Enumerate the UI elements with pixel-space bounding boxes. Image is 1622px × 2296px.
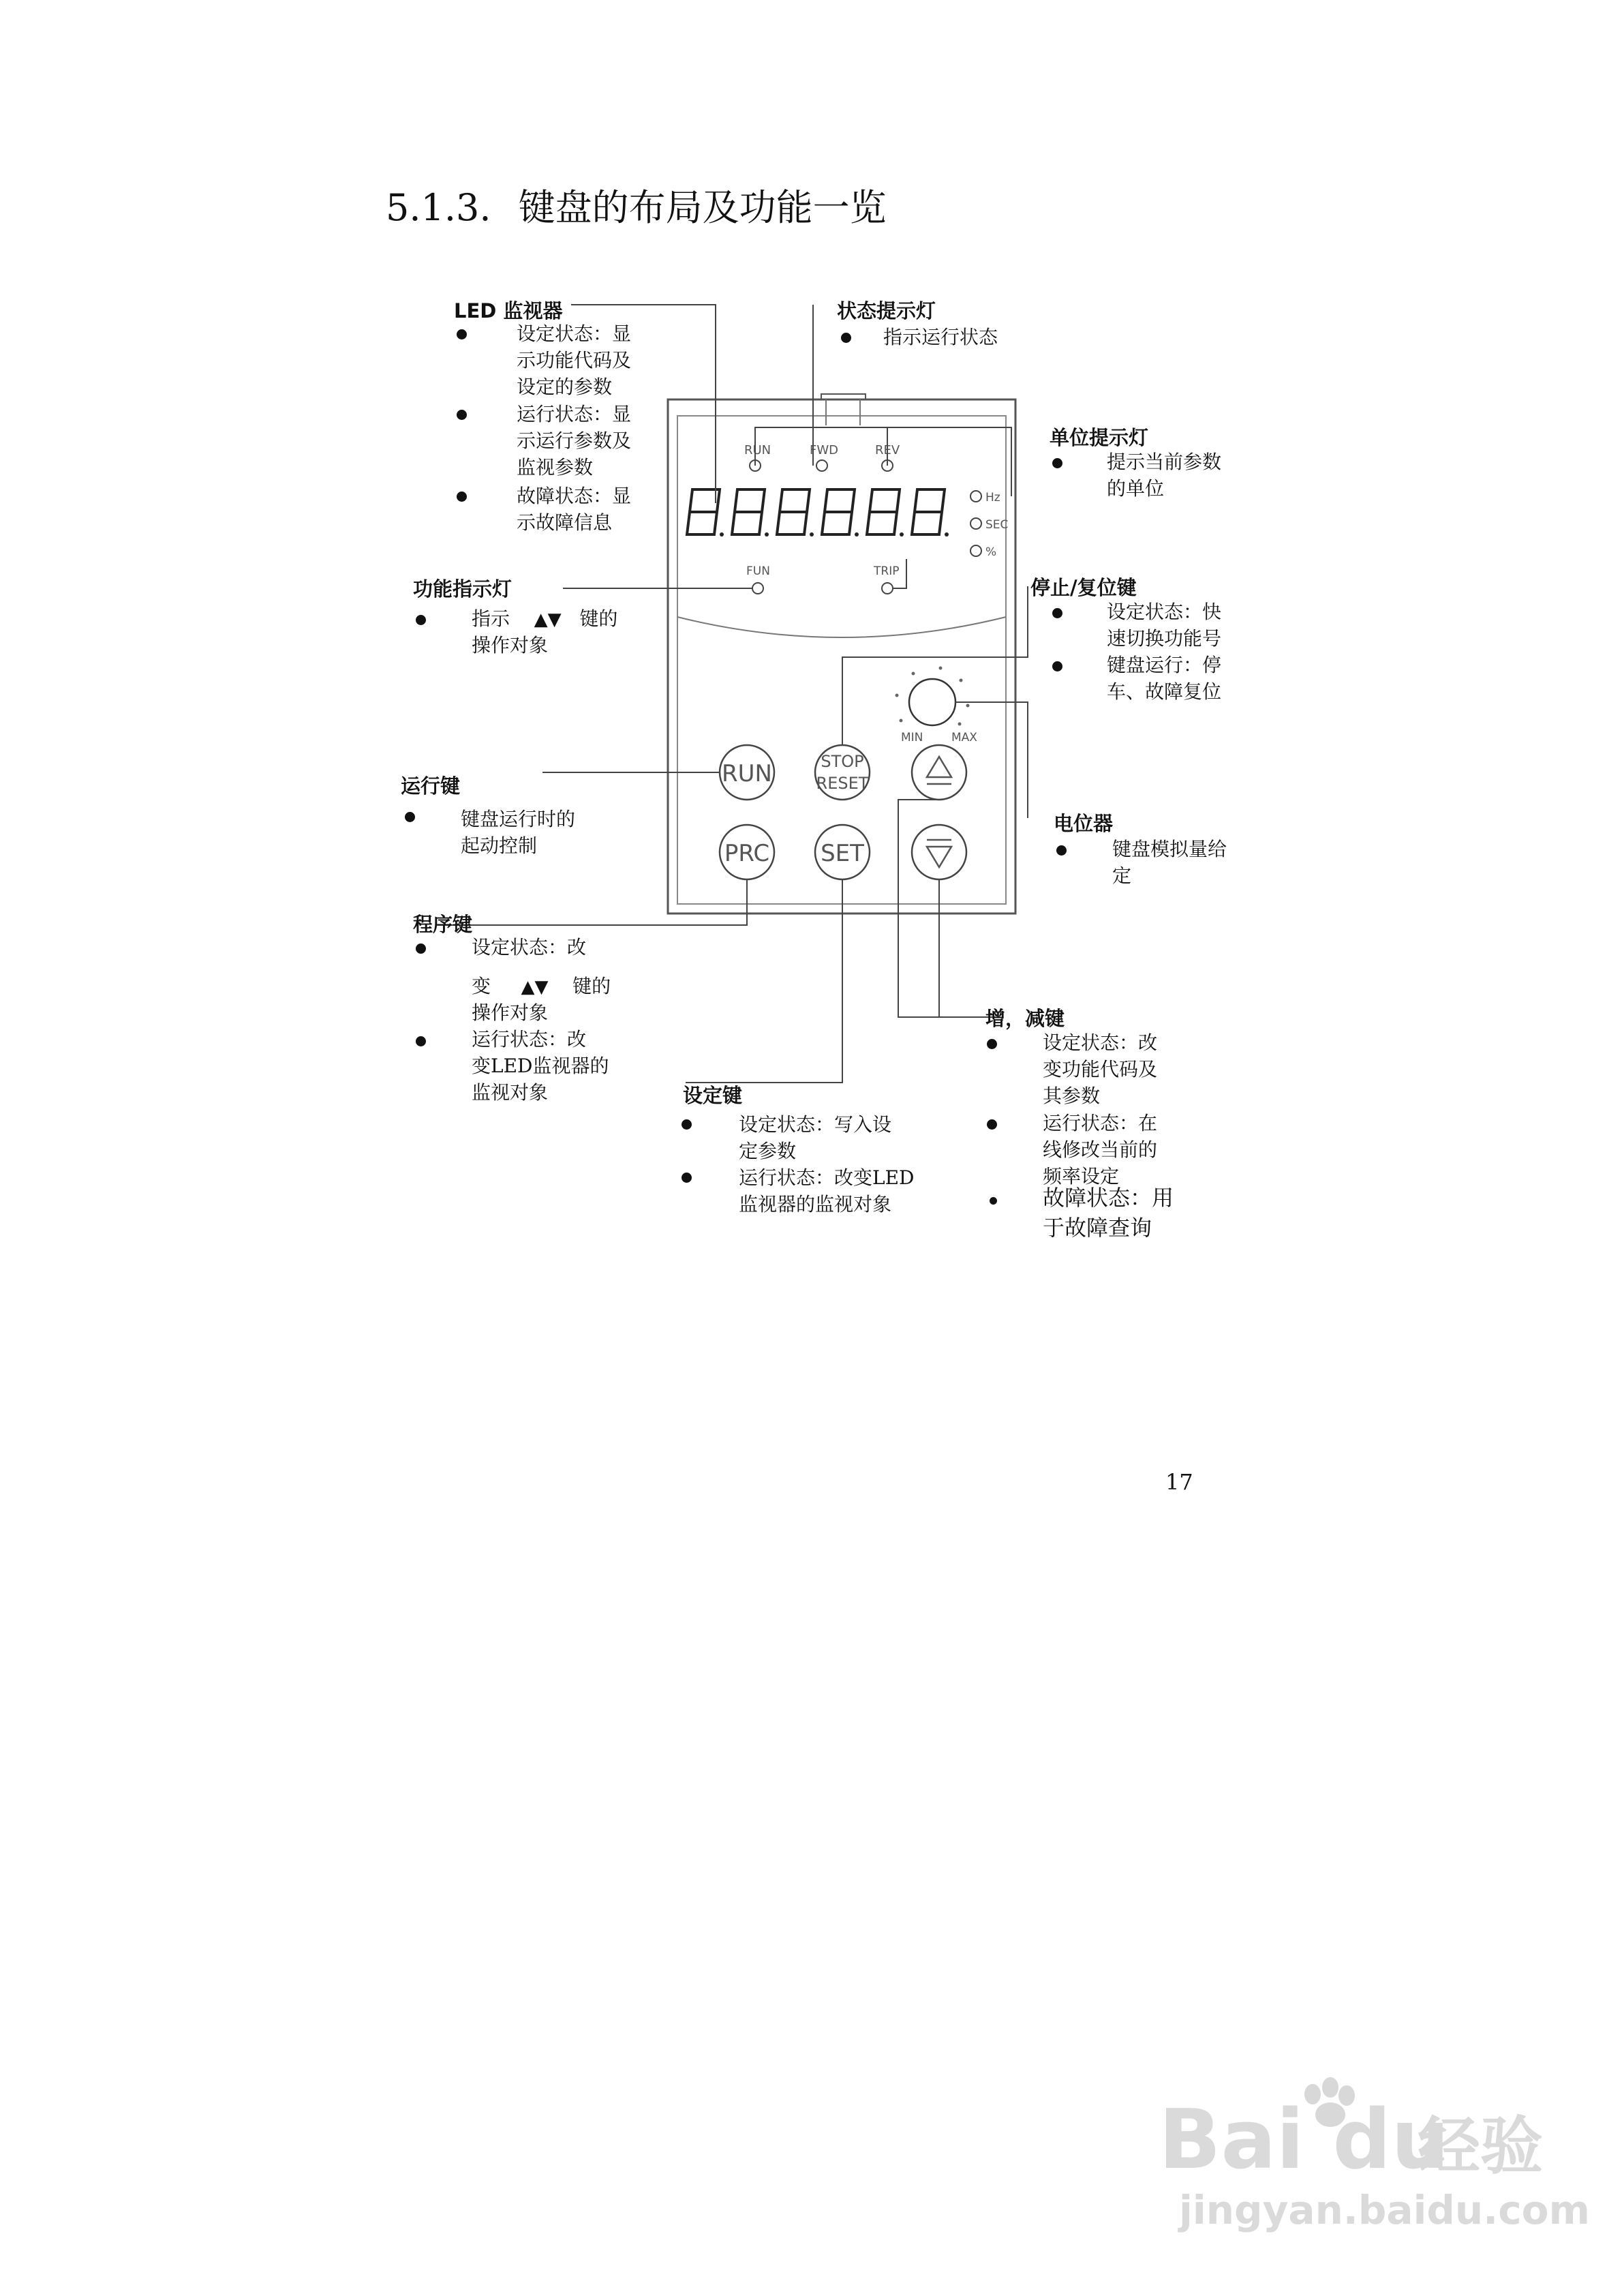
program-key-item2-line1: 运行状态：改 [472, 1028, 587, 1051]
led-sec-label: SEC [985, 518, 1009, 532]
led-monitor-item-3-line1: 故障状态：显 [517, 485, 632, 507]
set-key-title: 设定键 [683, 1084, 743, 1107]
up-button [912, 745, 966, 800]
program-key-item1-line2 [472, 973, 611, 1001]
led-monitor-item-3-line2: 示故障信息 [517, 511, 613, 534]
led-run-label: RUN [744, 443, 771, 457]
seven-segment-digit [822, 489, 855, 534]
led-monitor-item-1-line3: 设定的参数 [517, 376, 613, 398]
stop-reset-item-2-line1: 键盘运行：停 [1107, 654, 1222, 676]
svg-text:Bai du: Bai du [1159, 2093, 1450, 2188]
bullet [1052, 608, 1062, 618]
program-key-item2-line2: 变LED监视器的 [472, 1055, 609, 1077]
seven-segment-display [687, 489, 949, 537]
decimal-point [900, 532, 904, 537]
section-number: 5.1.3. [386, 186, 491, 229]
function-lamp-title: 功能指示灯 [413, 577, 512, 601]
potentiometer-knob [909, 679, 955, 725]
up-down-arrows-icon: ▲▼ [534, 609, 562, 630]
set-key-item-1-line2: 定参数 [739, 1140, 797, 1162]
decimal-point [945, 532, 949, 537]
up-down-item-1-line3: 其参数 [1043, 1085, 1101, 1107]
led-trip-label: TRIP [874, 564, 900, 578]
up-down-item-2-line2: 线修改当前的 [1043, 1138, 1158, 1161]
led-fwd-label: FWD [810, 443, 839, 457]
function-lamp-line1 [472, 605, 617, 633]
run-key-title: 运行键 [401, 774, 461, 798]
run-key-line2: 起动控制 [461, 834, 538, 857]
led-monitor-item-1-line1: 设定状态：显 [517, 322, 632, 345]
set-button-label: SET [821, 840, 864, 867]
bullet [457, 492, 467, 502]
led-monitor-title: LED 监视器 [454, 299, 563, 322]
knob-max-label: MAX [951, 731, 977, 744]
up-down-item-1-line1: 设定状态：改 [1043, 1031, 1158, 1054]
up-down-item-2-line1: 运行状态：在 [1043, 1112, 1158, 1134]
page-number: 17 [1165, 1469, 1193, 1495]
program-key-item1-line2-b: 键的 [572, 975, 611, 997]
section-title-text: 键盘的布局及功能一览 [518, 186, 887, 229]
led-percent-label: % [985, 545, 997, 559]
led-sec [970, 518, 981, 529]
set-key-item-2-line2: 监视器的监视对象 [739, 1193, 892, 1215]
status-lamp-item: 指示运行状态 [883, 326, 998, 348]
potentiometer-line2: 定 [1112, 864, 1132, 887]
bullet [682, 1173, 692, 1183]
function-lamp-line1-b: 键的 [579, 607, 618, 630]
bullet [1052, 661, 1062, 671]
decimal-point [810, 532, 814, 537]
seven-segment-digit [777, 489, 810, 534]
seven-segment-digit [867, 489, 900, 534]
up-down-item-1-line2: 变功能代码及 [1043, 1058, 1158, 1081]
seven-segment-digit [732, 489, 765, 534]
led-monitor-item-2-line3: 监视参数 [517, 456, 594, 479]
bullet [987, 1119, 997, 1130]
bullet [405, 812, 415, 822]
decimal-point [765, 532, 769, 537]
led-rev-label: REV [875, 443, 900, 457]
set-key-item-2-line1: 运行状态：改变LED [739, 1166, 915, 1189]
bullet [990, 1197, 997, 1205]
potentiometer-title: 电位器 [1054, 812, 1114, 835]
decimal-point [855, 532, 859, 537]
program-key-item1-line1: 设定状态：改 [472, 936, 587, 958]
stop-reset-item-1-line1: 设定状态：快 [1107, 601, 1222, 623]
stop-reset-item-2-line2: 车、故障复位 [1107, 680, 1222, 703]
run-key-line1: 键盘运行时的 [461, 808, 576, 830]
bullet [457, 329, 467, 339]
led-percent [970, 545, 981, 556]
up-down-item-3-line2: 于故障查询 [1043, 1215, 1152, 1241]
up-down-arrows-icon: ▲▼ [521, 977, 549, 997]
baidu-watermark-logo [1152, 2072, 1590, 2239]
bullet [841, 333, 851, 343]
up-down-key-title: 增，减键 [985, 1007, 1065, 1030]
program-key-item1-line2-a: 变 [472, 975, 491, 997]
led-fun [752, 583, 763, 594]
unit-lamp-title: 单位提示灯 [1050, 426, 1149, 449]
display-window-edge [677, 617, 1006, 637]
potentiometer-line1: 键盘模拟量给 [1112, 838, 1227, 860]
bullet [987, 1039, 997, 1049]
up-arrow-icon [927, 757, 951, 777]
bullet [416, 615, 426, 625]
led-trip [882, 583, 893, 594]
reset-button-label: RESET [816, 774, 869, 793]
bullet [416, 943, 426, 954]
stop-button-label: STOP [821, 752, 864, 771]
seven-segment-digit [912, 489, 945, 534]
status-lamp-title: 状态提示灯 [837, 299, 936, 322]
led-monitor-item-1-line2: 示功能代码及 [517, 349, 632, 372]
led-hz [970, 491, 981, 502]
function-lamp-line1-a: 指示 [472, 607, 510, 630]
function-lamp-line2: 操作对象 [472, 634, 549, 656]
knob-min-label: MIN [901, 731, 923, 744]
bullet [682, 1119, 692, 1130]
bullet [416, 1036, 426, 1046]
led-monitor-item-2-line1: 运行状态：显 [517, 403, 632, 425]
up-down-item-3-line1: 故障状态：用 [1043, 1185, 1174, 1211]
led-monitor-item-2-line2: 示运行参数及 [517, 429, 632, 452]
unit-lamp-line1: 提示当前参数 [1107, 451, 1222, 473]
program-key-item2-line3: 监视对象 [472, 1081, 549, 1104]
decimal-point [720, 532, 724, 537]
down-button [912, 825, 966, 879]
program-key-item1-line3: 操作对象 [472, 1001, 549, 1024]
led-fwd [816, 460, 827, 471]
program-key-title: 程序键 [413, 913, 473, 936]
led-fun-label: FUN [746, 564, 770, 578]
prc-button-label: PRC [724, 840, 770, 867]
svg-text:经验: 经验 [1418, 2110, 1544, 2183]
up-down-item-2-line3: 频率设定 [1043, 1165, 1120, 1188]
run-button-label: RUN [722, 760, 772, 787]
unit-lamp-line2: 的单位 [1107, 477, 1165, 500]
bullet [1052, 458, 1062, 468]
stop-reset-item-1-line2: 速切换功能号 [1107, 627, 1222, 650]
led-hz-label: Hz [985, 491, 1000, 504]
stop-reset-title: 停止/复位键 [1030, 576, 1137, 599]
svg-text:jingyan.baidu.com: jingyan.baidu.com [1179, 2187, 1590, 2233]
bullet [457, 410, 467, 420]
bullet [1056, 845, 1067, 856]
seven-segment-digit [687, 489, 720, 534]
down-arrow-icon [927, 847, 951, 867]
set-key-item-1-line1: 设定状态：写入设 [739, 1113, 892, 1136]
